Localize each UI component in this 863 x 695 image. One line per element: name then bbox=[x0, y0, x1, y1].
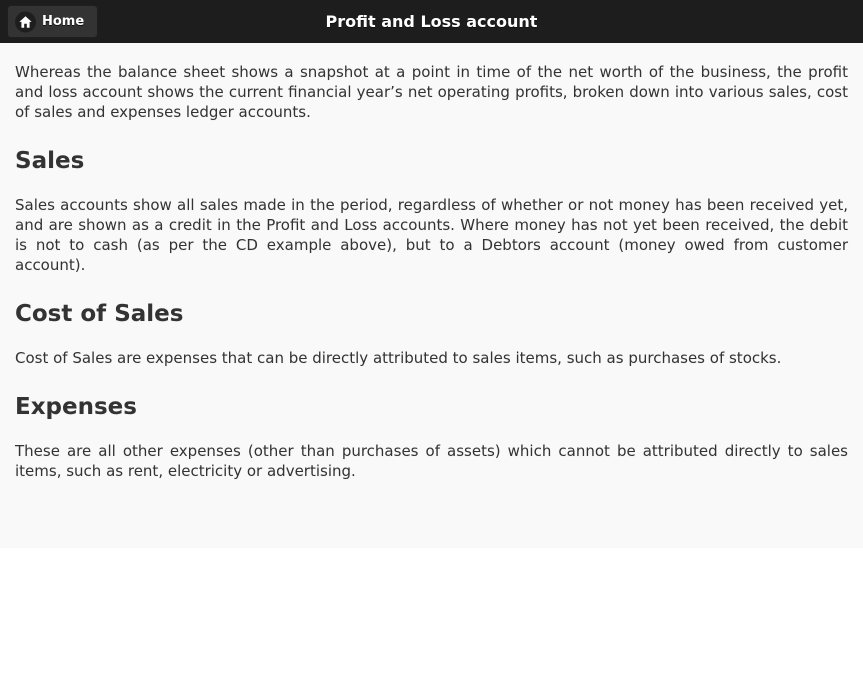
section-body-sales: Sales accounts show all sales made in the period, regardless of whether or not money has been received yet, and are shown as a credit in the Profit and Loss accounts. Where money has not yet been received, the debit is not to cash (as per the CD example above), but to a Debtors account (money owed from customer account). bbox=[15, 196, 848, 274]
home-button[interactable] bbox=[7, 5, 98, 38]
page-title: Profit and Loss account bbox=[325, 12, 538, 31]
section-heading-expenses: Expenses bbox=[15, 394, 137, 420]
home-button-label: Home bbox=[42, 14, 85, 29]
section-heading-sales: Sales bbox=[15, 148, 85, 174]
section-body-expenses: These are all other expenses (other than purchases of assets) which cannot be attributed directly to sales items, such as rent, electricity or advertising. bbox=[15, 442, 848, 480]
section-body-cost-of-sales: Cost of Sales are expenses that can be directly attributed to sales items, such as purchases of stocks. bbox=[15, 349, 782, 367]
home-icon bbox=[15, 11, 36, 32]
content bbox=[0, 43, 863, 548]
intro-paragraph: Whereas the balance sheet shows a snapshot at a point in time of the net worth of the business, the profit and loss account shows the current financial year’s net operating profits, broken down into various sales, cost of sales and expenses ledger accounts. bbox=[15, 63, 848, 121]
header bbox=[0, 0, 863, 43]
section-heading-cost-of-sales: Cost of Sales bbox=[15, 301, 184, 327]
